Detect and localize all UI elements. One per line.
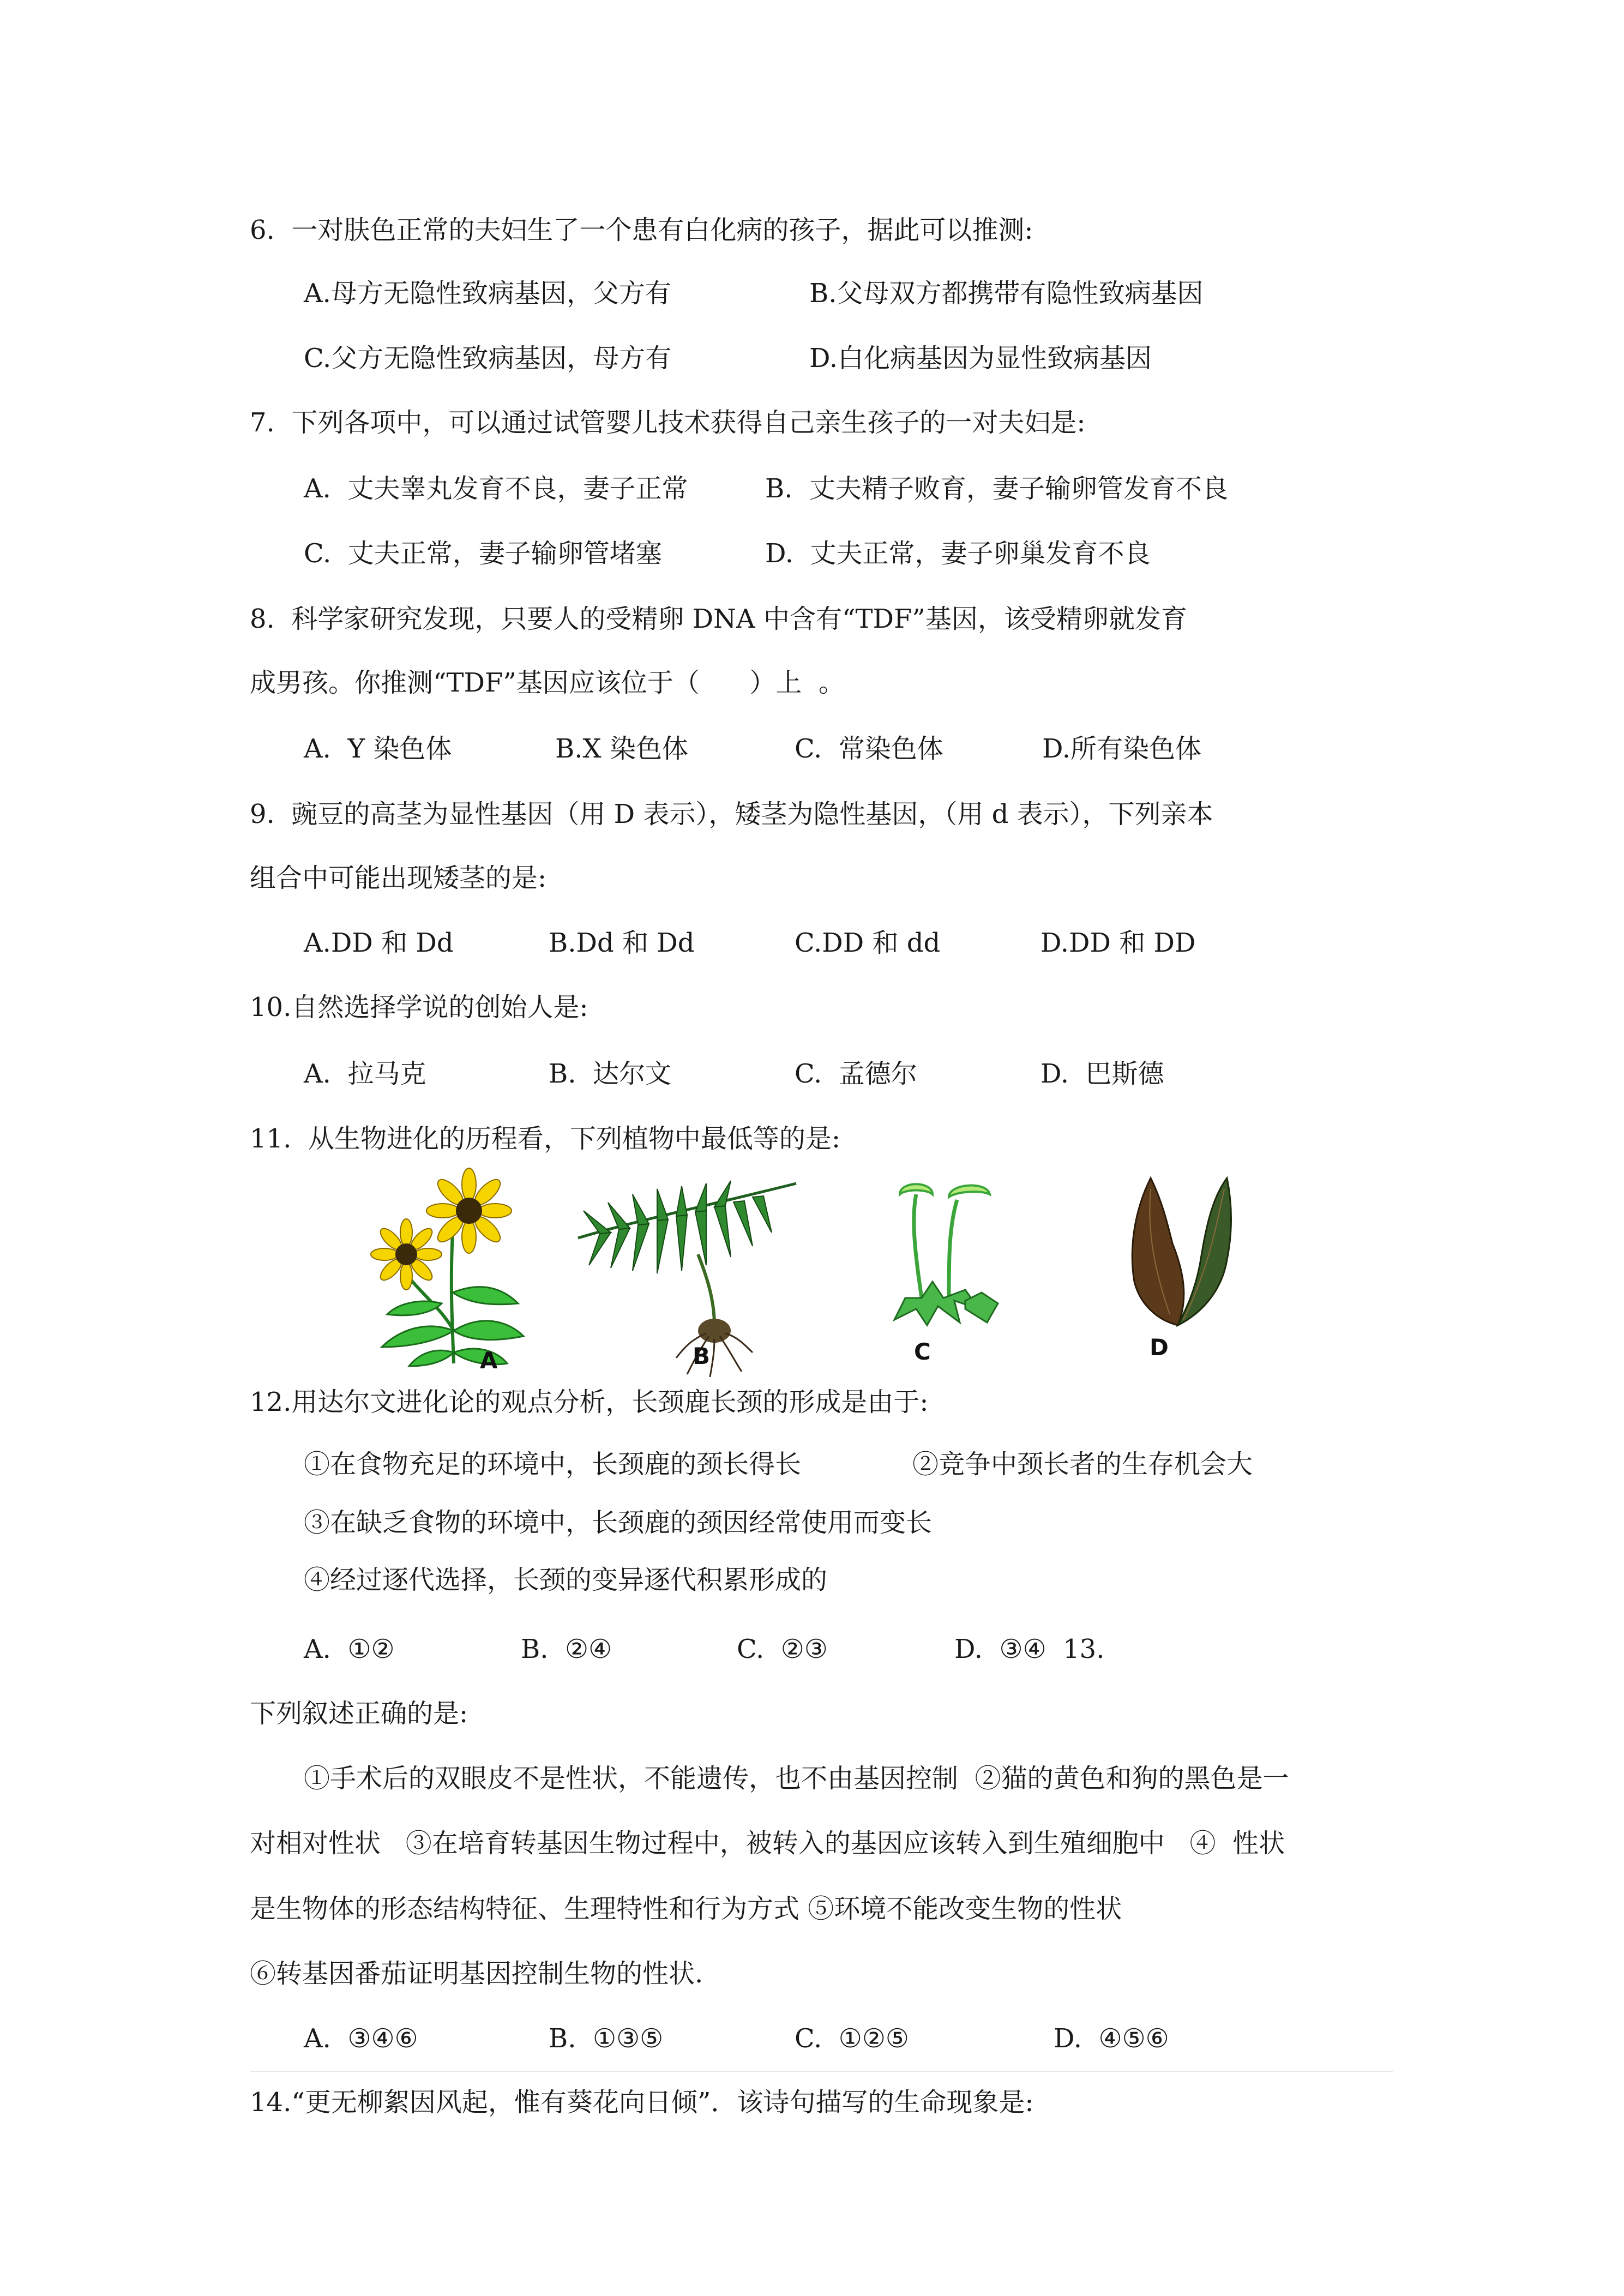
q12-statement-1: ①在食物充足的环境中，长颈鹿的颈长得长: [304, 1449, 802, 1480]
q13-stem: 下列叙述正确的是:: [250, 1698, 468, 1729]
q13-option-a: A. ③④⑥: [304, 2023, 418, 2054]
q12-option-a: A. ①②: [304, 1634, 395, 1664]
q10-option-a: A. 拉马克: [304, 1059, 426, 1089]
plant-c-moss-illustration: [883, 1173, 1031, 1336]
figure-label-a: A: [480, 1347, 498, 1374]
q12-statement-2: ②竞争中颈长者的生存机会大: [912, 1449, 1253, 1480]
q8-option-d: D.所有染色体: [1042, 734, 1202, 764]
plant-a-flowering-illustration: [360, 1167, 545, 1380]
q7-option-b: B. 丈夫精子败育，妻子输卵管发育不良: [765, 473, 1229, 504]
figure-label-c: C: [914, 1338, 931, 1365]
plant-d-algae-illustration: [1118, 1167, 1249, 1331]
q7-option-a: A. 丈夫睾丸发育不良，妻子正常: [304, 473, 688, 504]
q7-stem: 7. 下列各项中，可以通过试管婴儿技术获得自己亲生孩子的一对夫妇是:: [250, 407, 1086, 438]
q6-option-b: B.父母双方都携带有隐性致病基因: [809, 278, 1204, 309]
q6-option-a: A.母方无隐性致病基因，父方有: [304, 278, 671, 309]
q12-statement-4: ④经过逐代选择，长颈的变异逐代积累形成的: [304, 1565, 828, 1595]
q8-option-b: B.X 染色体: [555, 734, 688, 764]
q10-stem: 10.自然选择学说的创始人是:: [250, 992, 588, 1023]
q6-option-c: C.父方无隐性致病基因，母方有: [304, 343, 672, 374]
q13-line-3: 是生物体的形态结构特征、生理特性和行为方式 ⑤环境不能改变生物的性状: [250, 1894, 1122, 1924]
q14-stem: 14.“更无柳絮因风起，惟有葵花向日倾”．该诗句描写的生命现象是:: [250, 2087, 1034, 2118]
q10-option-b: B. 达尔文: [549, 1059, 672, 1089]
q12-statement-3: ③在缺乏食物的环境中，长颈鹿的颈因经常使用而变长: [304, 1507, 933, 1538]
q6-option-d: D.白化病基因为显性致病基因: [809, 343, 1152, 374]
q11-stem: 11. 从生物进化的历程看，下列植物中最低等的是:: [250, 1123, 841, 1154]
q9-stem-line2: 组合中可能出现矮茎的是:: [250, 863, 547, 893]
q12-option-b: B. ②④: [521, 1634, 612, 1664]
q10-option-c: C. 孟德尔: [795, 1059, 917, 1089]
section-divider: [250, 2071, 1393, 2072]
q13-line-4: ⑥转基因番茄证明基因控制生物的性状.: [250, 1958, 703, 1989]
q12-option-c: C. ②③: [737, 1634, 828, 1664]
q9-option-b: B.Dd 和 Dd: [549, 928, 695, 958]
q13-line-2: 对相对性状 ③在培育转基因生物过程中，被转入的基因应该转入到生殖细胞中 ④ 性状: [250, 1828, 1285, 1859]
q13-option-c: C. ①②⑤: [795, 2023, 909, 2054]
q6-stem: 6. 一对肤色正常的夫妇生了一个患有白化病的孩子，据此可以推测:: [250, 215, 1033, 245]
q9-stem-line1: 9. 豌豆的高茎为显性基因（用 D 表示），矮茎为隐性基因，（用 d 表示），下列亲本: [250, 799, 1213, 830]
figure-label-d: D: [1150, 1334, 1169, 1361]
q13-option-b: B. ①③⑤: [549, 2023, 664, 2054]
q9-option-a: A.DD 和 Dd: [304, 928, 454, 958]
q8-option-a: A. Y 染色体: [304, 734, 452, 764]
q8-option-c: C. 常染色体: [795, 734, 943, 764]
q13-option-d: D. ④⑤⑥: [1054, 2023, 1169, 2054]
q12-stem: 12.用达尔文进化论的观点分析，长颈鹿长颈的形成是由于:: [250, 1387, 929, 1417]
q10-option-d: D. 巴斯德: [1040, 1059, 1164, 1089]
q8-stem-line1: 8. 科学家研究发现，只要人的受精卵 DNA 中含有“TDF”基因，该受精卵就发育: [250, 604, 1187, 634]
figure-label-b: B: [693, 1343, 711, 1369]
q9-option-c: C.DD 和 dd: [795, 928, 941, 958]
q13-line-1: ①手术后的双眼皮不是性状，不能遗传，也不由基因控制 ②猫的黄色和狗的黑色是一: [304, 1763, 1289, 1794]
q7-option-d: D. 丈夫正常，妻子卵巢发育不良: [765, 538, 1151, 569]
q7-option-c: C. 丈夫正常，妻子输卵管堵塞: [304, 538, 662, 569]
plant-b-fern-illustration: [567, 1173, 807, 1380]
q9-option-d: D.DD 和 DD: [1040, 928, 1196, 958]
q8-stem-line2: 成男孩。你推测“TDF”基因应该位于（ ）上 。: [250, 668, 845, 698]
q12-option-d: D. ③④ 13.: [954, 1634, 1105, 1664]
